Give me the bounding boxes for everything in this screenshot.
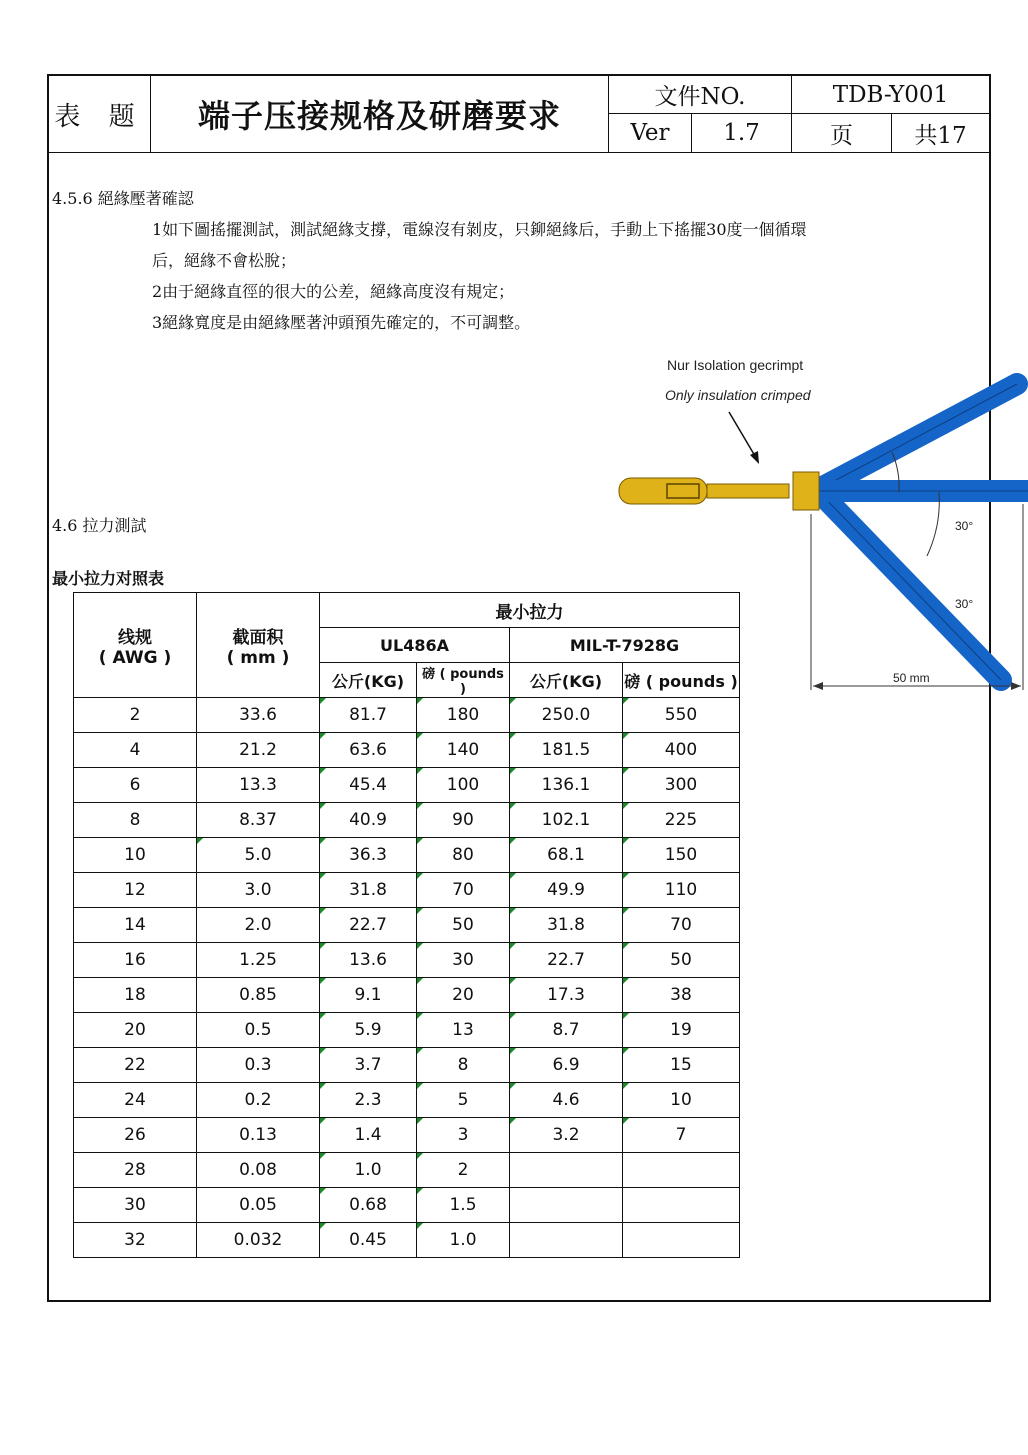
table-row (74, 1153, 740, 1188)
table-row (74, 1118, 740, 1153)
table-cell: 20 (417, 978, 510, 1013)
section-456-line2: 2由于絕緣直徑的很大的公差，絕緣高度沒有規定； (152, 282, 515, 301)
pointer-arrow (729, 412, 755, 456)
version-label: Ver (609, 114, 692, 152)
unit-kg2-header: 公斤(KG) (510, 663, 623, 698)
file-no-label: 文件NO. (609, 76, 792, 114)
dim-label: 50 mm (893, 671, 930, 685)
col-area-header (197, 593, 320, 698)
table-cell: 7 (623, 1118, 740, 1153)
col-gauge-unit: ( AWG ) (98, 647, 172, 668)
table-cell: 140 (417, 733, 510, 768)
table-cell: 0.05 (197, 1188, 320, 1223)
table-cell: 12 (74, 873, 197, 908)
wire-up-edge (821, 384, 1017, 488)
table-cell: 50 (417, 908, 510, 943)
table-cell: 550 (623, 698, 740, 733)
table-cell: 19 (623, 1013, 740, 1048)
table-cell: 16 (74, 943, 197, 978)
table-cell: 2.0 (197, 908, 320, 943)
table-cell: 400 (623, 733, 740, 768)
table-cell: 80 (417, 838, 510, 873)
table-row (74, 873, 740, 908)
table-row (74, 908, 740, 943)
table-cell: 22.7 (510, 943, 623, 978)
table-cell: 40.9 (320, 803, 417, 838)
angle-top-label: 30° (955, 519, 974, 533)
table-row (74, 733, 740, 768)
table-cell: 68.1 (510, 838, 623, 873)
table-cell: 102.1 (510, 803, 623, 838)
table-cell: 300 (623, 768, 740, 803)
terminal-contact (619, 478, 707, 504)
table-cell: 0.13 (197, 1118, 320, 1153)
table-cell: 1.0 (417, 1223, 510, 1258)
table-title: 最小拉力对照表 (52, 569, 165, 588)
dim-arrow-left (813, 682, 823, 690)
table-row (74, 1013, 740, 1048)
table-cell: 31.8 (320, 873, 417, 908)
table-cell: 136.1 (510, 768, 623, 803)
document-frame (47, 74, 991, 1302)
table-cell (623, 1153, 740, 1188)
table-cell: 3.0 (197, 873, 320, 908)
document-id: TDB-Y001 (792, 76, 989, 114)
table-cell: 8 (74, 803, 197, 838)
table-cell: 81.7 (320, 698, 417, 733)
table-cell: 0.08 (197, 1153, 320, 1188)
insulation-crimp (793, 472, 819, 510)
min-pull-force-table (73, 592, 740, 1258)
table-cell: 0.032 (197, 1223, 320, 1258)
table-cell: 6.9 (510, 1048, 623, 1083)
table-cell: 15 (623, 1048, 740, 1083)
document-header (49, 76, 989, 153)
table-cell: 2.3 (320, 1083, 417, 1118)
table-cell: 0.45 (320, 1223, 417, 1258)
table-cell: 6 (74, 768, 197, 803)
table-cell: 5.9 (320, 1013, 417, 1048)
table-cell: 1.25 (197, 943, 320, 978)
std1-header: UL486A (320, 628, 510, 663)
table-cell: 24 (74, 1083, 197, 1118)
table-cell: 0.85 (197, 978, 320, 1013)
caption-en: Only insulation crimped (665, 387, 811, 403)
angle-bottom-label: 30° (955, 597, 974, 611)
table-row (74, 1223, 740, 1258)
table-cell: 180 (417, 698, 510, 733)
pointer-arrowhead (750, 451, 759, 464)
table-cell: 10 (74, 838, 197, 873)
table-cell: 5 (417, 1083, 510, 1118)
document-title: 端子压接规格及研磨要求 (151, 76, 609, 152)
table-cell: 38 (623, 978, 740, 1013)
table-cell (510, 1153, 623, 1188)
terminal-barrel (707, 484, 789, 498)
table-cell: 0.5 (197, 1013, 320, 1048)
table-cell: 36.3 (320, 838, 417, 873)
table-cell: 26 (74, 1118, 197, 1153)
table-cell: 0.3 (197, 1048, 320, 1083)
table-cell: 18 (74, 978, 197, 1013)
unit-kg-header: 公斤(KG) (320, 663, 417, 698)
table-cell: 1.5 (417, 1188, 510, 1223)
table-row (74, 838, 740, 873)
table-cell: 0.68 (320, 1188, 417, 1223)
section-456-heading: 4.5.6 絕緣壓著確認 (52, 189, 194, 208)
col-area-label: 截面积 (232, 627, 284, 648)
col-gauge-label: 线规 (118, 627, 152, 648)
table-cell: 30 (417, 943, 510, 978)
table-cell: 33.6 (197, 698, 320, 733)
unit-lb2-header: 磅 ( pounds ) (623, 663, 740, 698)
wire-down-edge (821, 494, 1001, 680)
section-46-heading: 4.6 拉力測試 (52, 516, 147, 535)
table-cell: 8 (417, 1048, 510, 1083)
table-cell: 3.2 (510, 1118, 623, 1153)
table-row (74, 943, 740, 978)
table-cell: 70 (417, 873, 510, 908)
table-cell: 10 (623, 1083, 740, 1118)
table-cell: 0.2 (197, 1083, 320, 1118)
table-row (74, 698, 740, 733)
table-cell: 21.2 (197, 733, 320, 768)
dim-arrow-right (1011, 682, 1021, 690)
table-cell: 8.37 (197, 803, 320, 838)
version-number: 1.7 (692, 114, 792, 152)
table-cell: 22 (74, 1048, 197, 1083)
table-cell (623, 1188, 740, 1223)
total-pages: 共17 (914, 122, 967, 149)
table-cell: 90 (417, 803, 510, 838)
table-cell: 2 (74, 698, 197, 733)
table-cell: 20 (74, 1013, 197, 1048)
col-gauge-header (74, 593, 197, 698)
section-456-line1b: 后，絕緣不會松脫； (152, 251, 297, 270)
table-cell: 32 (74, 1223, 197, 1258)
table-cell: 4.6 (510, 1083, 623, 1118)
table-cell: 9.1 (320, 978, 417, 1013)
caption-de: Nur Isolation gecrimpt (667, 357, 804, 373)
section-456-line3: 3絕緣寬度是由絕緣壓著沖頭預先確定的，不可調整。 (152, 313, 531, 332)
page-label: 页 (792, 114, 892, 152)
table-cell: 150 (623, 838, 740, 873)
table-cell: 17.3 (510, 978, 623, 1013)
table-cell: 5.0 (197, 838, 320, 873)
table-row (74, 1188, 740, 1223)
table-cell: 225 (623, 803, 740, 838)
table-cell: 28 (74, 1153, 197, 1188)
table-cell: 3 (417, 1118, 510, 1153)
table-cell: 13 (417, 1013, 510, 1048)
table-cell: 50 (623, 943, 740, 978)
table-cell: 13.6 (320, 943, 417, 978)
std2-header: MIL-T-7928G (510, 628, 740, 663)
table-cell (510, 1188, 623, 1223)
table-row (74, 768, 740, 803)
section-456-line1: 1如下圖搖擺測試，測試絕緣支撐，電線沒有剝皮，只鉚絕緣后，手動上下搖擺30度一個循環 (152, 220, 807, 239)
table-cell: 22.7 (320, 908, 417, 943)
col-group-header: 最小拉力 (320, 593, 740, 628)
table-cell (623, 1223, 740, 1258)
table-cell: 1.4 (320, 1118, 417, 1153)
table-cell: 31.8 (510, 908, 623, 943)
table-cell: 13.3 (197, 768, 320, 803)
table-body (74, 698, 740, 1258)
unit-lb-header: 磅 ( pounds ) (417, 663, 510, 698)
header-label: 表 题 (49, 76, 151, 152)
table-cell: 250.0 (510, 698, 623, 733)
table-cell: 30 (74, 1188, 197, 1223)
table-cell: 45.4 (320, 768, 417, 803)
table-cell: 110 (623, 873, 740, 908)
table-cell: 70 (623, 908, 740, 943)
table-row (74, 1083, 740, 1118)
table-cell: 100 (417, 768, 510, 803)
table-cell: 2 (417, 1153, 510, 1188)
table-cell: 49.9 (510, 873, 623, 908)
table-row (74, 803, 740, 838)
col-area-unit: ( mm ) (226, 647, 290, 668)
table-cell: 63.6 (320, 733, 417, 768)
table-cell: 4 (74, 733, 197, 768)
table-cell: 3.7 (320, 1048, 417, 1083)
table-row (74, 1048, 740, 1083)
table-cell: 1.0 (320, 1153, 417, 1188)
table-row (74, 978, 740, 1013)
table-cell (510, 1223, 623, 1258)
table-cell: 181.5 (510, 733, 623, 768)
table-cell: 8.7 (510, 1013, 623, 1048)
table-cell: 14 (74, 908, 197, 943)
